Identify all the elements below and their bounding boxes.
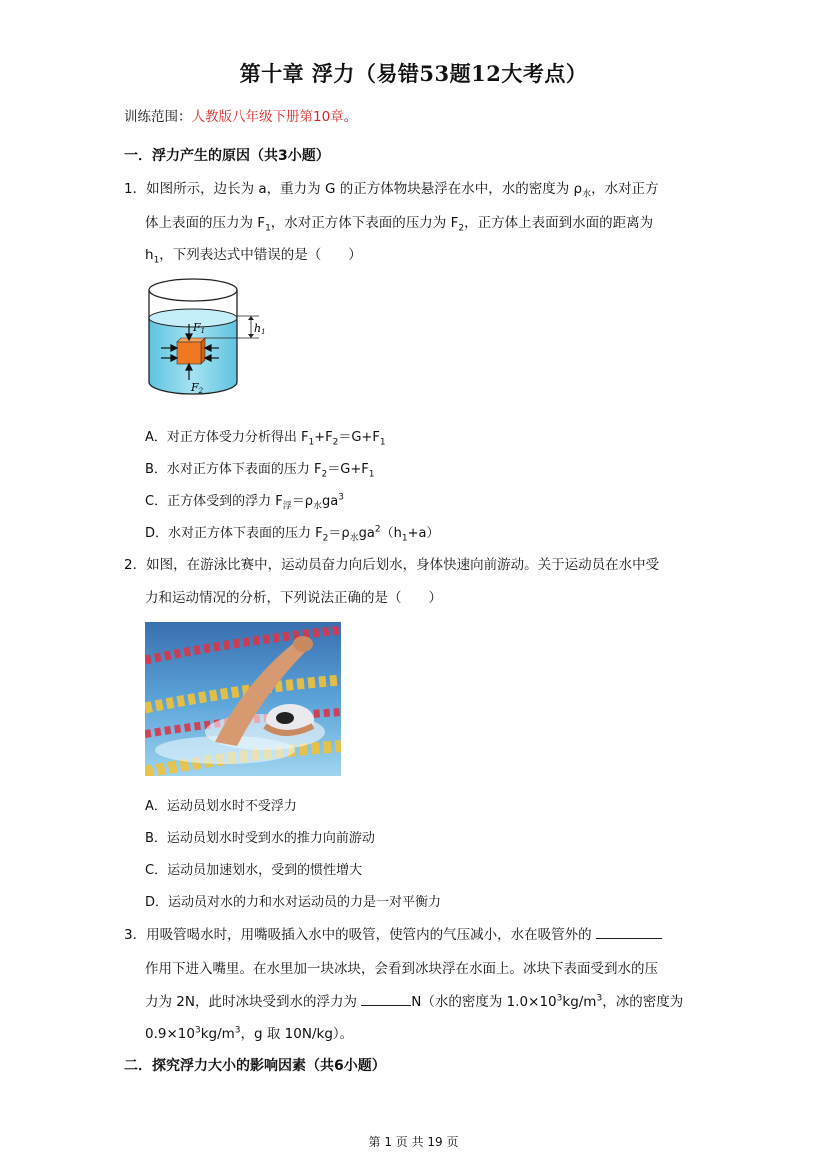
q1-opt-c-text2: ＝ρ	[291, 494, 313, 509]
q1-opt-c-text3: ga	[321, 494, 339, 509]
q1-opt-b-text2: ＝G+F	[327, 462, 369, 477]
q1-opt-d-text5: +a）	[407, 526, 440, 541]
sub: 1	[308, 437, 315, 448]
q2-option-c[interactable]: C．运动员加速划水，受到的惯性增大	[145, 863, 363, 878]
training-range	[124, 105, 357, 125]
q2-option-d[interactable]: D．运动员对水的力和水对运动员的力是一对平衡力	[145, 895, 442, 910]
sub: 1	[368, 469, 375, 480]
sup: 3	[596, 993, 603, 1004]
range-label: 训练范围：	[124, 109, 192, 125]
sub: 浮	[282, 501, 292, 512]
container-rim	[149, 279, 237, 301]
q1-line3	[145, 243, 362, 266]
range-value: 人教版八年级下册第10章	[191, 109, 344, 125]
q1-opt-d-text2: ＝ρ	[328, 526, 350, 541]
q1-sub-water: 水	[582, 189, 592, 200]
page-title: 第十章 浮力（易错53题12大考点）	[239, 61, 588, 86]
h1-label: h1	[254, 322, 266, 336]
q3-line3	[145, 990, 683, 1010]
f2-label: F2	[191, 381, 204, 395]
q3-text-3b: N（水的密度为 1.0×10	[411, 994, 557, 1010]
q3-blank-1[interactable]	[596, 924, 662, 939]
q3-text-4a: 0.9×10	[145, 1026, 195, 1042]
q3-text-3c: kg/m	[562, 994, 597, 1010]
section-heading-2: 二．探究浮力大小的影响因素（共6小题）	[124, 1058, 386, 1074]
q2-option-b[interactable]: B．运动员划水时受到水的推力向前游动	[145, 831, 375, 846]
page-footer: 第 1 页 共 19 页	[368, 1135, 459, 1149]
q3-text-3a: 力为 2N，此时冰块受到水的浮力为	[145, 994, 357, 1010]
q3-blank-2[interactable]	[361, 991, 411, 1006]
q3-line4	[145, 1022, 353, 1042]
q3-text-1: 3．用吸管喝水时，用嘴吸插入水中的吸管，使管内的气压减小，水在吸管外的	[124, 927, 592, 943]
cube	[177, 342, 201, 364]
f1-label: F1	[193, 321, 206, 335]
sub: 1	[379, 437, 386, 448]
q3-text-4b: kg/m	[200, 1026, 235, 1042]
section-heading-1: 一．浮力产生的原因（共3小题）	[124, 148, 330, 164]
sub: 2	[332, 437, 339, 448]
q1-text-2c: ，正方体上表面到水面的距离为	[464, 215, 654, 231]
q1-line1	[124, 178, 659, 206]
sup: 3	[234, 1025, 241, 1036]
q1-opt-a-text: A．对正方体受力分析得出 F	[145, 430, 309, 445]
sub: 2	[322, 533, 329, 544]
q1-opt-a-text2: +F	[314, 430, 333, 445]
sup: 2	[374, 524, 381, 535]
q2-line2: 力和运动情况的分析，下列说法正确的是（ ）	[145, 590, 442, 606]
q1-option-a[interactable]	[145, 426, 386, 448]
q1-text-2b: ，水对正方体下表面的压力为 F	[270, 215, 459, 231]
q2-line1: 2．如图，在游泳比赛中，运动员奋力向后划水，身体快速向前游动。关于运动员在水中受	[124, 557, 660, 573]
sub: 水	[349, 533, 359, 544]
q1-opt-b-text: B．水对正方体下表面的压力 F	[145, 462, 322, 477]
sub: 2	[321, 469, 328, 480]
q1-text-3a: h	[145, 247, 154, 263]
q3-text-3d: ，冰的密度为	[602, 994, 684, 1010]
q1-text-3b: ，下列表达式中错误的是（ ）	[159, 247, 362, 263]
q1-option-d[interactable]	[145, 522, 439, 544]
q1-opt-d-text4: （h	[380, 526, 402, 541]
q1-option-b[interactable]	[145, 458, 374, 480]
q1-sub-2: 2	[458, 223, 465, 234]
q1-sub-1: 1	[265, 223, 271, 234]
q1-text-1-end: ，水对正方	[591, 181, 659, 197]
q3-line2: 作用下进入嘴里。在水里加一块冰块，会看到冰块浮在水面上。冰块下表面受到水的压	[145, 961, 658, 977]
q1-opt-a-text3: ＝G+F	[338, 430, 380, 445]
q1-option-c[interactable]	[145, 490, 344, 512]
sup: 3	[338, 492, 344, 503]
q2-option-a[interactable]: A．运动员划水时不受浮力	[145, 799, 297, 814]
q1-line2	[145, 211, 653, 234]
sup: 3	[194, 1025, 201, 1036]
q1-opt-d-text3: ga	[358, 526, 375, 541]
q3-line1	[124, 924, 662, 946]
sub: 水	[312, 501, 322, 512]
q1-text-1: 1．如图所示，边长为 a，重力为 G 的正方体物块悬浮在水中，水的密度为 ρ	[124, 181, 583, 197]
q1-text-2a: 体上表面的压力为 F	[145, 215, 266, 231]
range-end: 。	[343, 109, 358, 125]
sup: 3	[556, 993, 563, 1004]
sub: 1	[401, 533, 408, 544]
q1-opt-d-text: D．水对正方体下表面的压力 F	[145, 526, 323, 541]
swimmer-photo	[145, 622, 341, 776]
q3-text-4c: ，g 取 10N/kg）。	[240, 1026, 354, 1042]
q1-figure	[143, 276, 273, 401]
q1-sub-h1: 1	[153, 255, 160, 266]
q1-opt-c-text: C．正方体受到的浮力 F	[145, 494, 283, 509]
